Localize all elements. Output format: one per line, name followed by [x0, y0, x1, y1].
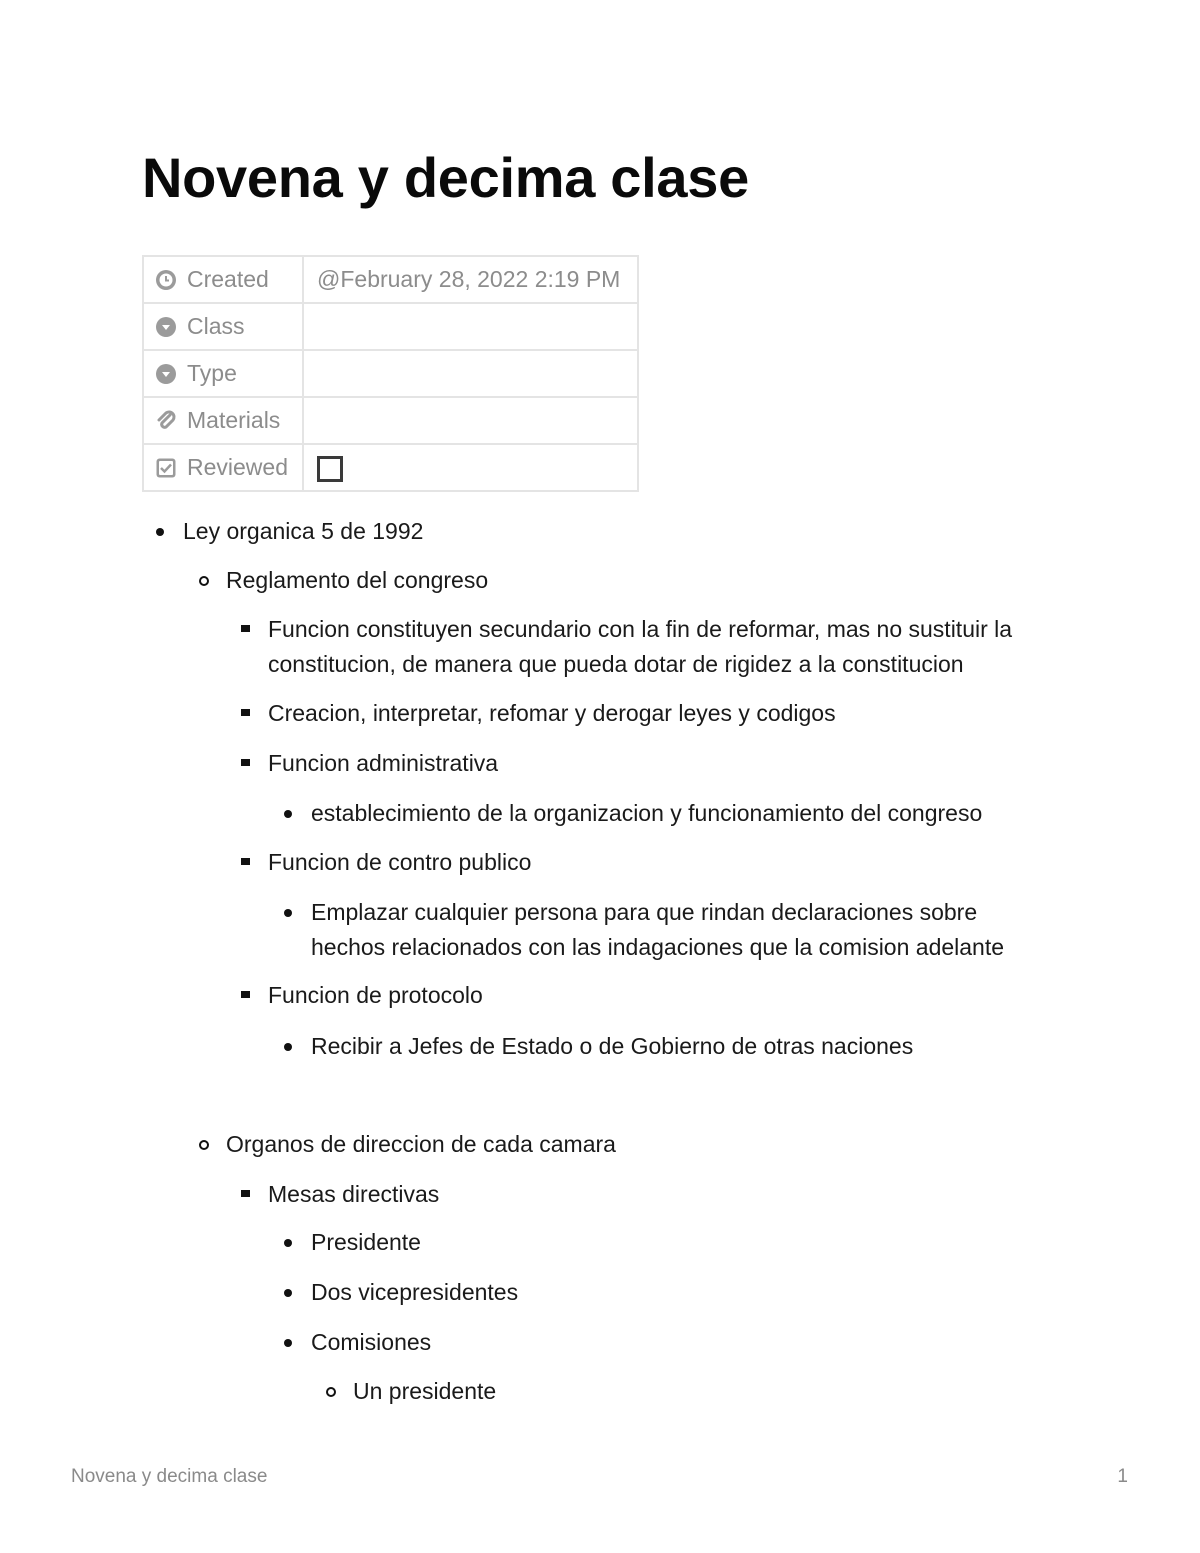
list-item-text: establecimiento de la organizacion y funcionamiento del congreso	[311, 800, 983, 826]
disc-bullet	[284, 1339, 292, 1347]
reviewed-value	[303, 444, 638, 491]
property-key-type	[143, 350, 303, 397]
list-item-text: Presidente	[311, 1229, 421, 1255]
page-number: 1	[1117, 1466, 1128, 1487]
property-key-reviewed	[143, 444, 303, 491]
reviewed-checkbox[interactable]	[317, 456, 343, 482]
disc-bullet	[284, 1043, 292, 1051]
property-label: Reviewed	[187, 454, 288, 480]
property-row-created	[143, 256, 638, 303]
disc-bullet	[284, 810, 292, 818]
square-bullet	[241, 1190, 250, 1197]
class-value[interactable]	[303, 303, 638, 350]
properties-table	[142, 255, 639, 492]
page-title: Novena y decima clase	[142, 146, 749, 209]
materials-value[interactable]	[303, 397, 638, 444]
footer-title: Novena y decima clase	[71, 1466, 268, 1487]
square-bullet	[241, 759, 250, 766]
circle-bullet	[199, 576, 209, 586]
list-item-text: Comisiones	[311, 1329, 432, 1355]
created-date-value[interactable]: @February 28, 2022 2:19 PM	[303, 256, 638, 303]
list-item-text: Mesas directivas	[268, 1181, 440, 1207]
list-item-text: Recibir a Jefes de Estado o de Gobierno de otras naciones	[311, 1033, 914, 1059]
list-item-text: Reglamento del congreso	[226, 567, 489, 593]
clock-icon	[155, 269, 177, 291]
select-icon	[155, 363, 177, 385]
disc-bullet	[284, 1239, 292, 1247]
list-item-text: Organos de direccion de cada camara	[226, 1131, 616, 1157]
list-item-text: Creacion, interpretar, refomar y derogar leyes y codigos	[268, 700, 836, 726]
list-item-text: constitucion, de manera que pueda dotar de rigidez a la constitucion	[268, 651, 964, 677]
property-label: Class	[187, 313, 245, 339]
property-key-materials	[143, 397, 303, 444]
list-item-text: Emplazar cualquier persona para que rindan declaraciones sobre	[311, 899, 978, 925]
property-label: Created	[187, 266, 269, 292]
checkbox-icon	[155, 457, 177, 479]
property-row-class	[143, 303, 638, 350]
list-item-text: Funcion de contro publico	[268, 849, 532, 875]
list-item-text: Funcion de protocolo	[268, 982, 483, 1008]
paperclip-icon	[155, 410, 177, 432]
square-bullet	[241, 991, 250, 998]
list-item-text: Dos vicepresidentes	[311, 1279, 519, 1305]
property-label: Type	[187, 360, 237, 386]
list-item-text: hechos relacionados con las indagaciones que la comision adelante	[311, 934, 1005, 960]
square-bullet	[241, 858, 250, 865]
list-item-text: Funcion administrativa	[268, 750, 499, 776]
list-item-text: Un presidente	[353, 1378, 497, 1404]
disc-bullet	[284, 909, 292, 917]
list-item-text: Funcion constituyen secundario con la fin de reformar, mas no sustituir la	[268, 616, 1013, 642]
square-bullet	[241, 625, 250, 632]
type-value[interactable]	[303, 350, 638, 397]
select-icon	[155, 316, 177, 338]
square-bullet	[241, 709, 250, 716]
property-key-created	[143, 256, 303, 303]
list-item-text: Ley organica 5 de 1992	[183, 518, 424, 544]
property-row-type	[143, 350, 638, 397]
property-row-reviewed	[143, 444, 638, 491]
property-row-materials	[143, 397, 638, 444]
property-label: Materials	[187, 407, 281, 433]
circle-bullet	[199, 1140, 209, 1150]
circle-bullet	[326, 1387, 336, 1397]
disc-bullet	[156, 528, 164, 536]
property-key-class	[143, 303, 303, 350]
disc-bullet	[284, 1289, 292, 1297]
